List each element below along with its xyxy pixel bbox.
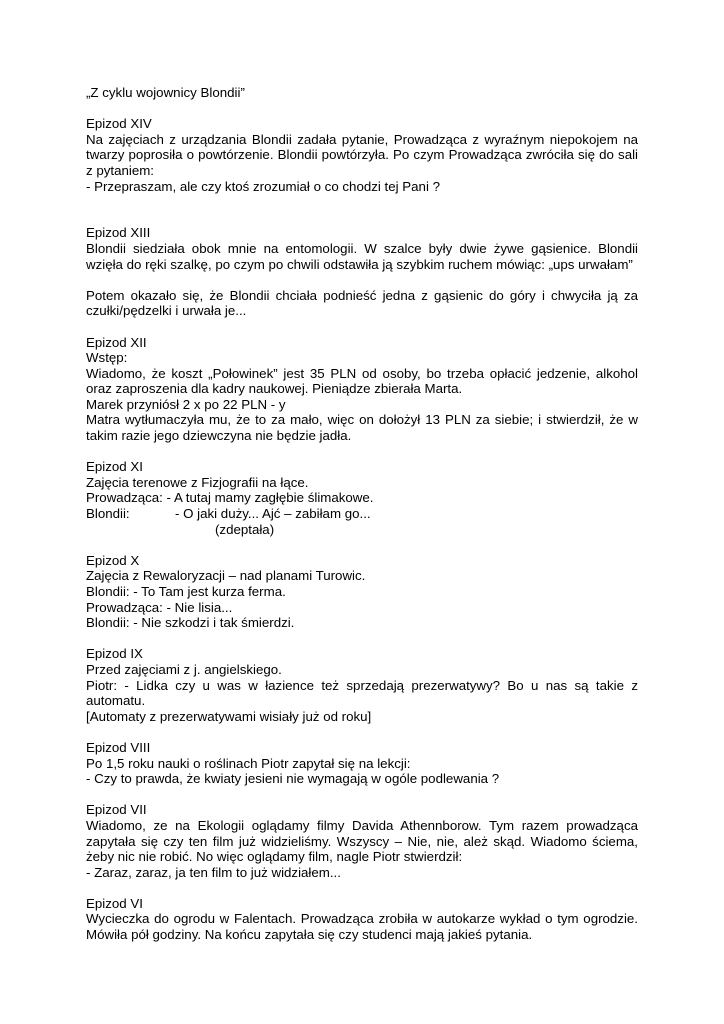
dialogue-line	[86, 506, 638, 522]
episode-heading: Epizod XII	[86, 334, 147, 350]
episode-vi	[86, 896, 638, 943]
episode-paragraph: Piotr: - Lidka czy u was w łazience też sprzedają prezerwatywy? Bo u nas są takie z automatu.	[86, 677, 638, 709]
episode-x	[86, 553, 638, 631]
episode-line: - Przepraszam, ale czy ktoś zrozumiał o co chodzi tej Pani ?	[86, 178, 440, 194]
episode-ix	[86, 646, 638, 724]
episode-heading: Epizod VI	[86, 895, 143, 911]
episode-paragraph: Wiadomo, że koszt „Połowinek” jest 35 PLN od osoby, bo trzeba opłacić jedzenie, alkohol oraz zaproszenia dla kadry naukowej. Pieniądze zbierała Marta.	[86, 365, 638, 397]
episode-heading: Epizod XIII	[86, 225, 151, 241]
episode-line: Zajęcia terenowe z Fizjografii na łące.	[86, 474, 309, 490]
episode-line: Marek przyniósł 2 x po 22 PLN - y	[86, 396, 286, 412]
episode-line: Po 1,5 roku nauki o roślinach Piotr zapytał się na lekcji:	[86, 755, 411, 771]
stage-direction: (zdeptała)	[215, 521, 275, 537]
episode-line: [Automaty z prezerwatywami wisiały już od roku]	[86, 708, 372, 724]
episode-line: Blondii: - Nie szkodzi i tak śmierdzi.	[86, 615, 295, 631]
episode-line: Prowadząca: - Nie lisia...	[86, 599, 233, 615]
episode-line: Wstęp:	[86, 350, 128, 366]
episode-xii	[86, 335, 638, 444]
episode-vii	[86, 802, 638, 880]
dialogue-text: - O jaki duży... Ajć – zabiłam go...	[175, 506, 371, 522]
episode-paragraph: Matra wytłumaczyła mu, że to za mało, więc on dołożył 13 PLN za siebie; i stwierdził, że w takim razie jego dziewczyna nie będzie jadła.	[86, 412, 638, 444]
episode-heading: Epizod VIII	[86, 739, 151, 755]
episode-paragraph: Wiadomo, ze na Ekologii oglądamy filmy Davida Athennborow. Tym razem prowadząca zapytała się czy ten film już widzieliśmy. Wszyscy – Nie, nie, ależ skąd. Wiadomo ściema, żeby nic nie robić. No więc oglądamy film, nagle Piotr stwierdził:	[86, 817, 638, 865]
episode-heading: Epizod IX	[86, 646, 143, 662]
episode-line: Blondii: - To Tam jest kurza ferma.	[86, 584, 286, 599]
episode-viii	[86, 740, 638, 787]
episode-heading: Epizod VII	[86, 802, 147, 818]
episode-line: - Zaraz, zaraz, ja ten film to już widziałem...	[86, 864, 341, 880]
episode-paragraph: Blondii siedziała obok mnie na entomologii. W szalce były dwie żywe gąsienice. Blondii wzięła do ręki szalkę, po czym po chwili odstawiła ją szybkim ruchem mówiąc: „ups urwałam”	[86, 240, 638, 272]
episode-paragraph: Na zajęciach z urządzania Blondii zadała pytanie, Prowadząca z wyraźnym niepokojem na twarzy poprosiła o powtórzenie. Blondii powtórzyła. Po czym Prowadząca zwróciła się do sali z pytaniem:	[86, 131, 638, 178]
episode-line: Zajęcia z Rewaloryzacji – nad planami Turowic.	[86, 568, 366, 584]
episode-xi	[86, 459, 638, 537]
episode-line: - Czy to prawda, że kwiaty jesieni nie wymagają w ogóle podlewania ?	[86, 771, 500, 787]
episode-heading: Epizod XI	[86, 459, 143, 475]
episode-paragraph: Potem okazało się, że Blondii chciała podnieść jedna z gąsienic do góry i chwyciła ją za czułki/pędzelki i urwała je...	[86, 287, 638, 319]
episode-line: Prowadząca: - A tutaj mamy zagłębie ślimakowe.	[86, 490, 374, 506]
document-title: „Z cyklu wojownicy Blondii”	[86, 85, 245, 100]
episode-paragraph: Wycieczka do ogrodu w Falentach. Prowadząca zrobiła w autokarze wykład o tym ogrodzie. Mówiła pół godziny. Na końcu zapytała się czy studenci mają jakieś pytania.	[86, 911, 638, 943]
speaker-label: Blondii:	[86, 506, 130, 522]
episode-heading: Epizod X	[86, 552, 140, 568]
episode-heading: Epizod XIV	[86, 116, 152, 132]
episode-xiv	[86, 116, 638, 194]
episode-xiii	[86, 225, 638, 319]
episode-line: Przed zajęciami z j. angielskiego.	[86, 661, 282, 677]
